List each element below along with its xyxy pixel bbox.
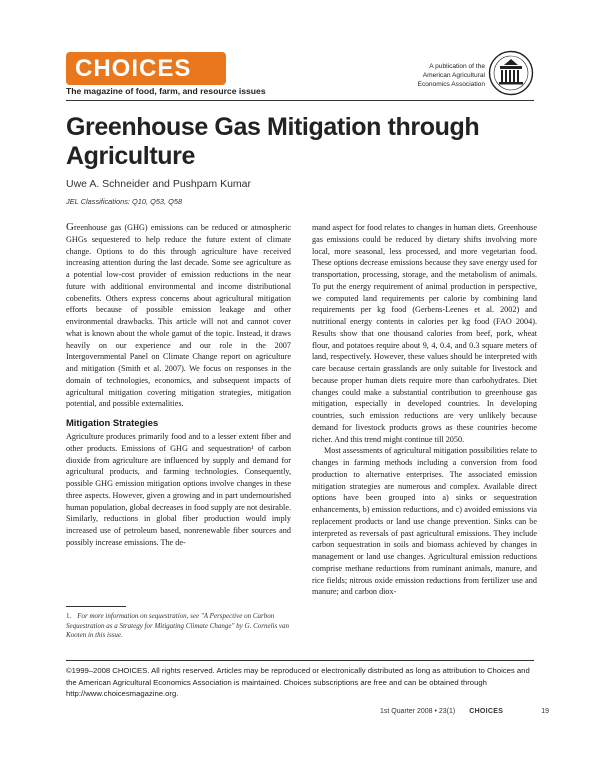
footnote-text: For more information on sequestration, see "A Perspective on Carbon Sequestration as a Strategy for Mitigating Climate Change" by G. Cornelis van Kooten in this issue. (66, 612, 290, 640)
footnote-number: 1. (66, 612, 72, 620)
footer-rule (66, 660, 534, 661)
page-footer (380, 708, 549, 715)
body-paragraph: Most assessments of agricultural mitigation possibilities relate to changes in farming methods including a conversion from food production to alternative enterprises. The associated emission mitigation strategies are numerous and complex. Available direct options have been grouped into a) sinks or sequestration enhancements, b) emission reductions, and c) avoided emissions via replacement products or land use change prevention. Sinks can be interpreted as reversals of past agricultural emissions. They include carbon sequestration in soils and biomass achieved by changes in management or land use changes. Agricultural emission reductions comprise methane reductions from ruminant animals, manure, and rice fields; nitrous oxide emission reductions from fertilizer use and manure; and carbon diox- (312, 446, 537, 597)
aaea-seal-icon (488, 50, 534, 96)
footnote (66, 612, 291, 641)
jel-classifications: JEL Classifications: Q10, Q53, Q58 (66, 197, 183, 206)
magazine-tagline: The magazine of food, farm, and resource issues (66, 86, 266, 96)
body-paragraph: Greenhouse gas (GHG) emissions can be reduced or atmospheric GHGs sequestered to help reduce the future extent of climate change. Options to do this through agriculture have received increasing attention during the last decade. Some see agriculture as a potential low-cost provider of emission reductions in the near future with additional environmental and income distributional cobenefits. Others express concerns about agricultural mitigation efforts because of possible emission leakage and other environmental drawbacks. This article will not and cannot cover what is known about the whole gamut of the topic. Instead, it draws heavily on our experience and our role in the 2007 Intergovernmental Panel on Climate Change report on agriculture and mitigation (Smith et al. 2007). We focus on responses in the domain of technologies, economics, and subsequent impacts of agricultural mitigation covering mitigation strategies, mitigation potential, and possible externalities. (66, 221, 291, 409)
footnote-rule (66, 606, 126, 607)
page-number: 19 (541, 708, 550, 715)
article-authors: Uwe A. Schneider and Pushpam Kumar (66, 178, 252, 190)
body-column-left (66, 222, 291, 549)
choices-logo: CHOICES (66, 52, 226, 85)
section-heading: Mitigation Strategies (66, 417, 159, 428)
body-paragraph: Agriculture produces primarily food and to a lesser extent fiber and other products. Emissions of GHG and sequestration¹ of carbon dioxide from agriculture are influenced by supply and demand for agricultural products, and farming technologies. Consequently, possible GHG emission mitigation options involve changes in these three aspects. However, given a growing and in part undernourished human population, global decreases in food supply are not desirable. Similarly, reductions in global fiber production would imply increased use of petroleum based, nonrenewable fiber sources and possibly increase emissions. The de- (66, 432, 291, 547)
header-rule (66, 100, 534, 101)
body-paragraph: mand aspect for food relates to changes in human diets. Greenhouse gas emissions could be reduced by dietary shifts involving more local, more seasonal, less processed, and more vegetarian food. These options decrease emissions because they save energy used for transportation, processing, storage, and the metabolism of animals. To put the energy requirement of animal production in perspective, we computed land requirements per calorie by combining land requirements per kg food (Gerbens-Leenes et al. 2002) and nutritional energy contents in calories per kg food (FAO 2004). Results show that one thousand calories from beef, pork, wheat flour, and potatoes require about 9, 4, 0.4, and 0.3 square meters of land, respectively. However, these values should be interpreted with care because certain grasslands are only suitable for livestock and because proper human diets require more than carbohydrates. Diet changes could make a substantial contribution to greenhouse gas mitigation, especially in developed countries. In developing countries, such emission reductions are very unlikely because demand for livestock products grows as these countries become richer. And this trend might continue till 2050. (312, 223, 537, 444)
copyright-notice: ©1999–2008 CHOICES. All rights reserved. Articles may be reproduced or electronically distributed as long as attribution to Choices and the American Agricultural Economics Association is maintained. Choices subscriptions are free and can be obtained through http://www.choicesmagazine.org. (66, 666, 530, 698)
issue-info: 1st Quarter 2008 • 23(1) (380, 708, 456, 715)
footer-brand: CHOICES (469, 708, 504, 715)
body-column-right (312, 222, 537, 598)
publisher-note: A publication of the American Agricultural Economics Association (417, 63, 485, 88)
article-title: Greenhouse Gas Mitigation through Agriculture (66, 113, 480, 170)
